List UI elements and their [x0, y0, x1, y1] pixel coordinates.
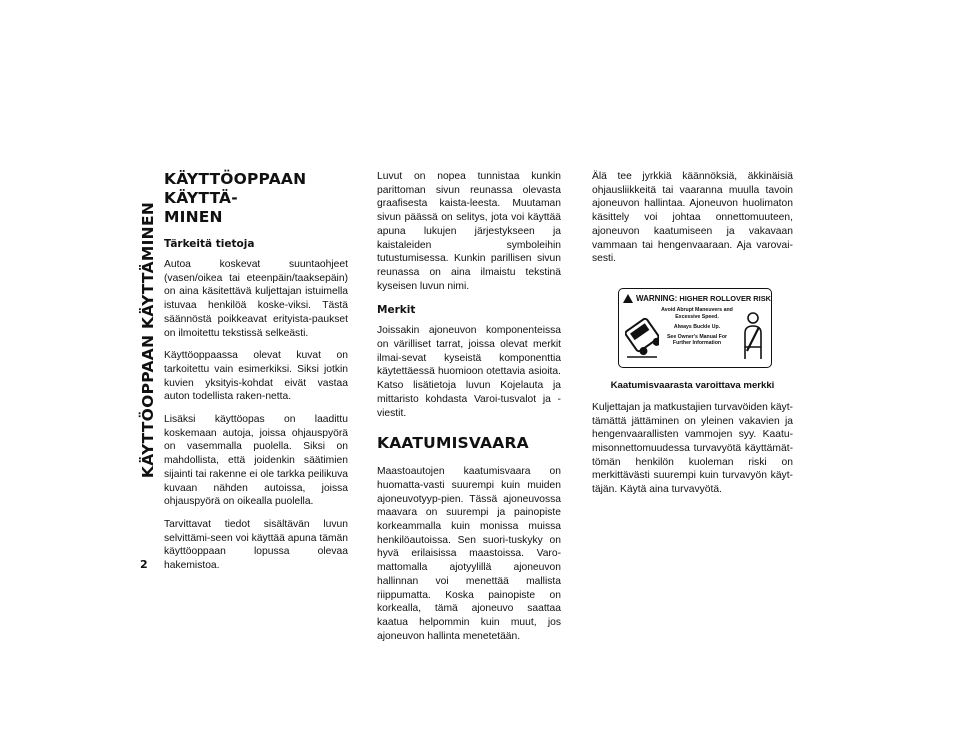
section-heading-rollover: KAATUMISVAARA	[377, 434, 529, 453]
figure-caption: Kaatumisvaarasta varoittava merkki	[610, 379, 775, 391]
paragraph-images: Käyttöoppaassa olevat kuvat on tarkoitettu vain esimerkiksi. Siksi jotkin kuvien yksityis-kohdat eivät vastaa auton todellista raken-netta.	[164, 350, 348, 403]
paragraph-rollover: Maastoautojen kaatumisvaara on huomatta-vasti suurempi kuin muiden ajoneuvotyyp-pien. Tässä ajoneuvossa maavara on suurempi ja painopiste korkeammalla kuin monissa muissa henkilöautoissa. Sen suori-tuskyky on hyvä erilaisissa maastoissa. Varo-mattomalla ajotyylillä ajoneuvon hallinnan voi menettää mallista riippumatta. Koska painopiste on korkealla, tämä ajoneuvo saattaa kaatua helpommin kuin muut, jos ajoneuvon hallinta menetetään.	[377, 466, 561, 642]
column-3	[592, 170, 793, 506]
page-number: 2	[140, 558, 148, 571]
paragraph-index: Tarvittavat tiedot sisältävän luvun selvittämi-seen voi käyttää apuna tämän käyttöoppaan lopussa olevaa hakemistoa.	[164, 518, 348, 572]
warning-triangle-icon	[623, 294, 633, 303]
warning-word: WARNING:	[636, 293, 678, 303]
warning-line-manual: See Owner's Manual For Further Information	[666, 333, 728, 347]
warning-line-avoid: Avoid Abrupt Maneuvers and Excessive Speed.	[661, 306, 733, 320]
column-1	[164, 170, 348, 582]
warning-label-header	[623, 293, 771, 304]
chapter-side-tab-label: KÄYTTÖOPPAAN KÄYTTÄMINEN	[139, 201, 157, 478]
rollover-warning-figure	[592, 288, 793, 380]
paragraph-signs: Joissakin ajoneuvon komponenteissa on värilliset tarrat, joissa olevat merkit ilmai-sevat kyseistä komponenttia käytettäessä huomioon otettavia asioita. Katso lisätietoja luvun Kojelauta ja mittaristo kohdasta Varoi-tusvalot ja -viestit.	[377, 325, 561, 419]
paragraph-careful-driving: Älä tee jyrkkiä käännöksiä, äkkinäisiä ohjausliikkeitä tai vaaranna muulla tavoin ajoneuvon hallintaa. Ajoneuvon huolimaton käsittely voi johtaa onnettomuuteen, ajoneuvon kaatumiseen ja vakavaan vammaan tai hengenvaaraan. Aja varovai-sesti.	[592, 171, 793, 265]
subheading-signs: Merkit	[377, 304, 416, 317]
paragraph-chapter-strips: Luvut on nopea tunnistaa kunkin parittoman sivun reunassa olevasta graafisesta kaista-leesta. Muutaman sivun päässä on selitys, jota voi käyttää apuna lukujen järjestykseen ja kaistaleiden symboleihin tutustumisessa. Kunkin parillisen sivun reunassa on aina ilmaistu tekstinä kyseisen luvun nimi.	[377, 171, 561, 292]
section-heading-manual-use-line1: KÄYTTÖOPPAAN KÄYTTÄ-	[164, 170, 307, 207]
subheading-important-info: Tärkeitä tietoja	[164, 238, 255, 250]
section-heading-manual-use	[164, 170, 348, 227]
rollover-car-icon	[625, 309, 659, 361]
rollover-warning-label	[618, 288, 772, 368]
seatbelt-icon	[740, 309, 766, 361]
paragraph-seatbelts: Kuljettajan ja matkustajien turvavöiden käyt-tämättä jättäminen on yleinen vakavien ja hengenvaarallisten vammojen syy. Kaatu-misonnettomuudessa turvavyötä käyttämät-tömän henkilön kuoleman riski on merkittävästi suurempi kuin turvavyön käyt-täjän. Käytä aina turvavyötä.	[592, 401, 793, 496]
paragraph-directions: Autoa koskevat suuntaohjeet (vasen/oikea tai eteenpäin/taaksepäin) on aina käsitettävä kuljettajan istuimella istuvaa henkilöä koske-viksi. Tästä säännöstä poikkeavat erityista-paukset on ilmoitettu tekstissä selkeästi.	[164, 259, 348, 339]
warning-line-buckle: Always Buckle Up.	[673, 323, 721, 330]
column-2	[377, 170, 561, 652]
paragraph-left-hand-drive: Lisäksi käyttöopas on laadittu koskemaan autoja, joissa ohjauspyörä on vasemmalla puolella. Siksi on mahdollista, että joidenkin säätimien sijainti tai rakenne ei ole tarkka peilikuva kuvaan nähden autoissa, joissa ohjauspyörä on oikealla puolella.	[164, 414, 348, 508]
chapter-side-tab	[138, 162, 158, 517]
warning-title: HIGHER ROLLOVER RISK	[679, 293, 771, 303]
section-heading-manual-use-line2: MINEN	[164, 208, 223, 226]
